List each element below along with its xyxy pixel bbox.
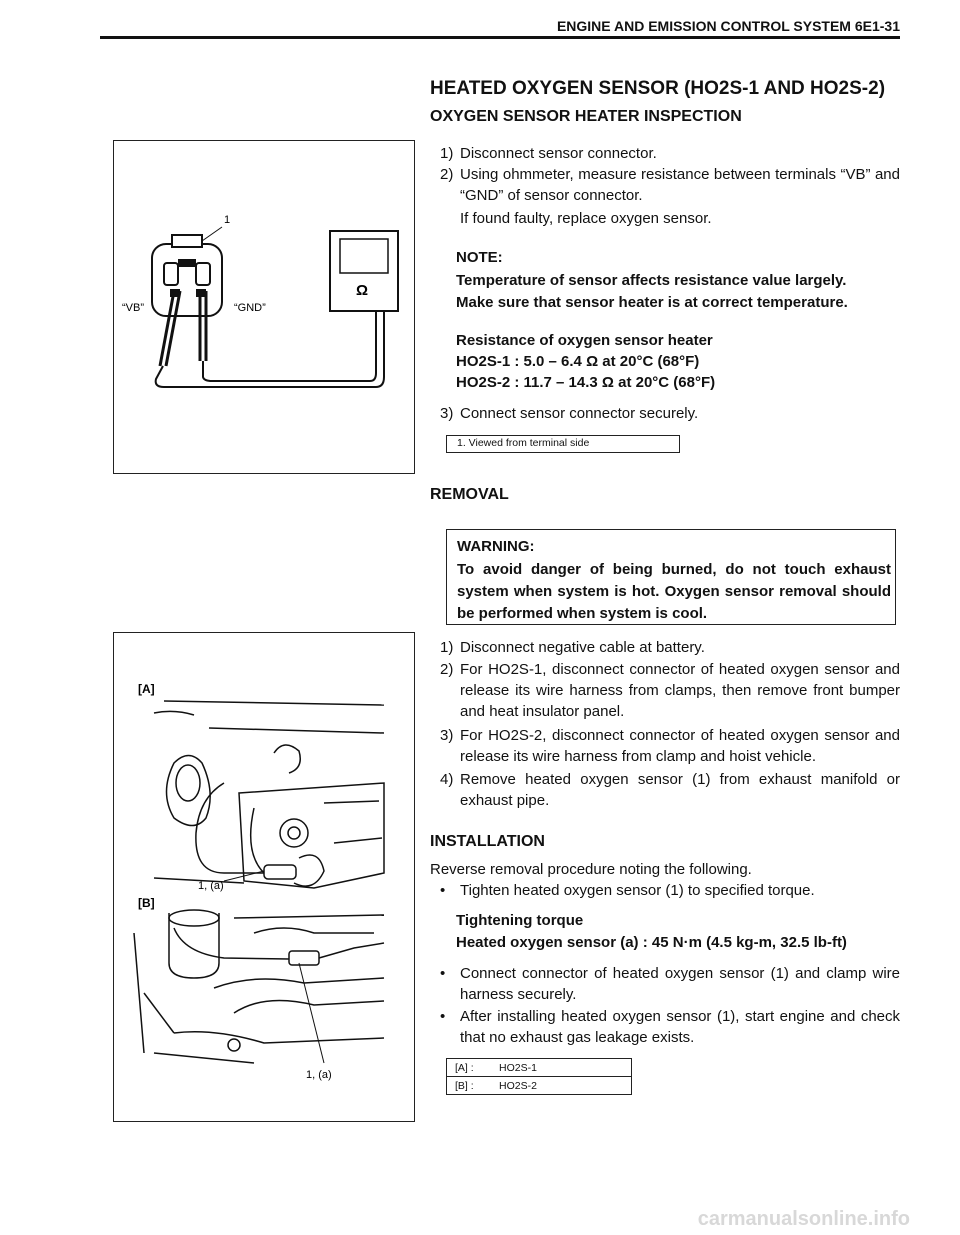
ohm-symbol: Ω <box>356 282 369 299</box>
gnd-terminal-label: “GND” <box>234 302 266 314</box>
heater-step-3: 3) Connect sensor connector securely. <box>440 405 699 422</box>
figure-caption: 1. Viewed from terminal side <box>446 435 680 453</box>
removal-step-3: 3) For HO2S-2, disconnect connector of heated oxygen sensor and release its wire harness from clamp and hoist vehicle. <box>440 727 900 765</box>
note-line-1: Temperature of sensor affects resistance value largely. <box>456 272 847 289</box>
legend-row-a <box>447 1059 632 1077</box>
vb-terminal-label: “VB” <box>122 302 144 314</box>
heater-step-1: 1) Disconnect sensor connector. <box>440 145 657 162</box>
torque-title: Tightening torque <box>456 912 584 929</box>
removal-step-1: 1) Disconnect negative cable at battery. <box>440 639 705 656</box>
figure-label-a: [A] <box>138 682 155 696</box>
resistance-spec-title: Resistance of oxygen sensor heater <box>456 332 713 349</box>
note-label: NOTE: <box>456 249 503 266</box>
warning-text: To avoid danger of being burned, do not touch exhaust system when system is hot. Oxygen sensor removal should be performed when system is cool. <box>457 561 891 622</box>
callout-a: 1, (a) <box>198 880 224 892</box>
warning-label: WARNING: <box>457 538 535 555</box>
resistance-spec-ho2s2: HO2S-2 : 11.7 – 14.3 Ω at 20°C (68°F) <box>456 374 716 391</box>
legend-key-a: [A] : <box>447 1059 492 1077</box>
engine-illustration <box>114 633 414 1121</box>
removal-step-4: 4) Remove heated oxygen sensor (1) from exhaust manifold or exhaust pipe. <box>440 771 900 809</box>
heater-step-2: 2) Using ohmmeter, measure resistance between terminals “VB” and “GND” of sensor connector. <box>440 166 900 204</box>
installation-bullet-2: • Connect connector of heated oxygen sensor (1) and clamp wire harness securely. <box>440 965 900 1003</box>
resistance-spec-ho2s1: HO2S-1 : 5.0 – 6.4 Ω at 20°C (68°F) <box>456 353 700 370</box>
legend-row-b <box>447 1077 632 1095</box>
heater-step-2-note: If found faulty, replace oxygen sensor. <box>460 210 712 227</box>
warning-box <box>446 529 896 625</box>
legend-key-b: [B] : <box>447 1077 492 1095</box>
callout-1: 1 <box>224 214 231 226</box>
installation-title: INSTALLATION <box>430 833 545 850</box>
installation-bullet-1: • Tighten heated oxygen sensor (1) to specified torque. <box>440 882 815 899</box>
legend-val-a: HO2S-1 <box>491 1059 632 1077</box>
installation-intro: Reverse removal procedure noting the following. <box>430 861 752 878</box>
figure-label-b: [B] <box>138 896 155 910</box>
installation-bullet-3: • After installing heated oxygen sensor (1), start engine and check that no exhaust gas leakage exists. <box>440 1008 900 1046</box>
watermark: carmanualsonline.info <box>697 1208 910 1230</box>
section-heading: HEATED OXYGEN SENSOR (HO2S-1 AND HO2S-2) <box>430 78 886 99</box>
ohmmeter-illustration <box>114 141 414 473</box>
header-rule <box>100 36 900 39</box>
removal-title: REMOVAL <box>430 486 509 503</box>
page-header: ENGINE AND EMISSION CONTROL SYSTEM 6E1-31 <box>556 18 900 34</box>
heater-inspection-figure <box>113 140 415 474</box>
callout-b: 1, (a) <box>306 1069 332 1081</box>
removal-step-2: 2) For HO2S-1, disconnect connector of heated oxygen sensor and release its wire harness from clamps, then remove front bumper and heat insulator panel. <box>440 661 900 720</box>
note-line-2: Make sure that sensor heater is at correct temperature. <box>456 294 848 311</box>
heater-inspection-title: OXYGEN SENSOR HEATER INSPECTION <box>430 108 742 125</box>
torque-value: Heated oxygen sensor (a) : 45 N·m (4.5 kg-m, 32.5 lb-ft) <box>456 934 847 951</box>
removal-figure <box>113 632 415 1122</box>
figure-legend-table <box>446 1058 632 1095</box>
legend-val-b: HO2S-2 <box>491 1077 632 1095</box>
